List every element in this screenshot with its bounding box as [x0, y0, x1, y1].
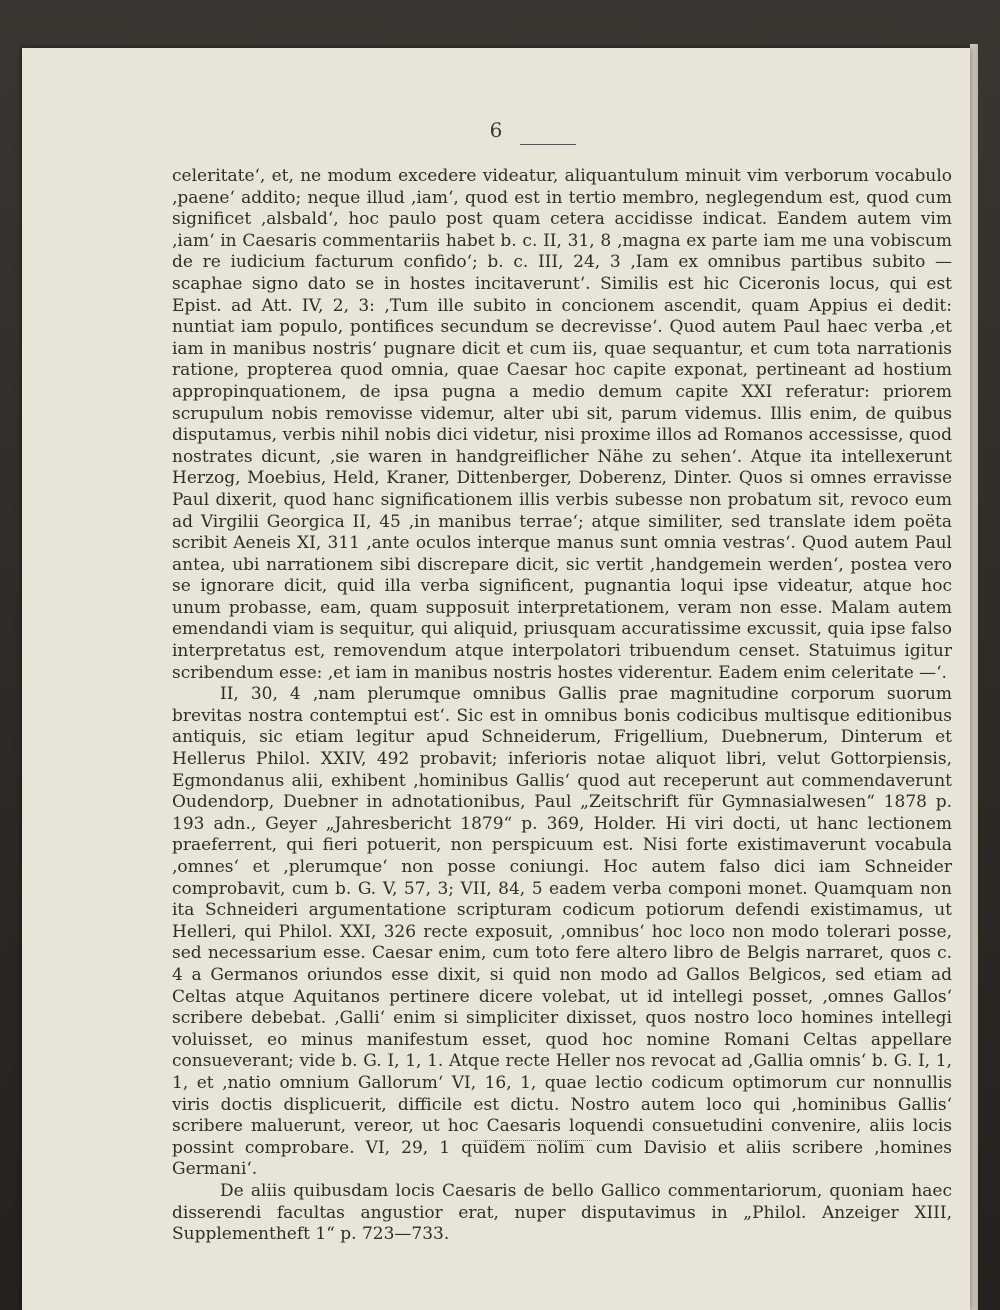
document-page: [22, 48, 970, 1310]
body-text: [172, 166, 952, 1246]
next-page-edge: [970, 44, 978, 1310]
paragraph-3: De aliis quibusdam locis Caesaris de bello Gallico commentariorum, quoniam haec disserendi facultas angustior erat, nuper disputavimus in „Philol. Anzeiger XIII, Supplementheft 1“ p. 723—733.: [172, 1180, 952, 1245]
page-number: 6: [489, 118, 503, 142]
end-ornament-rule: [474, 1140, 592, 1143]
paragraph-1: celeritate‘, et, ne modum excedere videatur, aliquantulum minuit vim verborum vocabulo ‚paene‘ addito; neque illud ‚iam‘, quod est in tertio membro, neglegendum est, quod cum significet ‚alsbald‘, hoc paulo post quam cetera accidisse indicat. Eandem autem vim ‚iam‘ in Caesaris commentariis habet b. c. II, 31, 8 ‚magna ex parte iam me una vobiscum de re iudicium facturum confido‘; b. c. III, 24, 3 ‚Iam ex omnibus partibus subito — scaphae signo dato se in hostes incitaverunt‘. Similis est hic Ciceronis locus, qui est Epist. ad Att. IV, 2, 3: ‚Tum ille subito in concionem ascendit, quam Appius ei dedit: nuntiat iam populo, pontifices secundum se decrevisse‘. Quod autem Paul haec verba ‚et iam in manibus nostris‘ pugnare dicit et cum iis, quae sequantur, et cum tota narrationis ratione, propterea quod omnia, quae Caesar hoc capite exponat, pertineant ad hostium appropinquationem, de ipsa pugna a medio demum capite XXI referatur: priorem scrupulum nobis removisse videmur, alter ubi sit, parum videmus. Illis enim, de quibus disputamus, verbis nihil nobis dici videtur, nisi proxime illos ad Romanos accessisse, quod nostrates dicunt, ‚sie waren in handgreiflicher Nähe zu sehen‘. Atque ita intellexerunt Herzog, Moebius, Held, Kraner, Dittenberger, Doberenz, Dinter. Quos si omnes erravisse Paul dixerit, quod hanc significationem illis verbis subesse non probatum sit, revoco eum ad Virgilii Georgica II, 45 ‚in manibus terrae‘; atque similiter, sed translate idem poëta scribit Aeneis XI, 311 ‚ante oculos interque manus sunt omnia vestras‘. Quod autem Paul antea, ubi narrationem sibi discrepare dicit, sic vertit ‚handgemein werden‘, postea vero se ignorare dicit, quid illa verba significent, pugnantia loqui ipse videatur, atque hoc unum probasse, eam, quam supposuit interpretationem, veram non esse. Malam autem emendandi viam is sequitur, qui aliquid, priusquam accuratissime excussit, quia ipse falso interpretatus est, removendum atque interpolatori tribuendum censet. Statuimus igitur scribendum esse: ‚et iam in manibus nostris hostes viderentur. Eadem enim celeritate —‘.: [172, 166, 952, 683]
page-number-rule: [520, 144, 576, 145]
paragraph-2: II, 30, 4 ‚nam plerumque omnibus Gallis prae magnitudine corporum suorum brevitas nostra contemptui est‘. Sic est in omnibus bonis codicibus multisque editionibus antiquis, sic etiam legitur apud Schneiderum, Frigellium, Duebnerum, Dinterum et Hellerus Philol. XXIV, 492 probavit; inferioris notae aliquot libri, velut Gottorpiensis, Egmondanus alii, exhibent ‚hominibus Gallis‘ quod aut receperunt aut commendaverunt Oudendorp, Duebner in adnotationibus, Paul „Zeitschrift für Gymnasialwesen“ 1878 p. 193 adn., Geyer „Jahresbericht 1879“ p. 369, Holder. Hi viri docti, ut hanc lectionem praeferrent, qui fieri potuerit, non perspicuum est. Nisi forte existimaverunt vocabula ‚omnes‘ et ‚plerumque‘ non posse coniungi. Hoc autem falso dici iam Schneider comprobavit, cum b. G. V, 57, 3; VII, 84, 5 eadem verba componi monet. Quamquam non ita Schneideri argumentatione scripturam codicum potiorum defendi existimamus, ut Helleri, qui Philol. XXI, 326 recte exposuit, ‚omnibus‘ hoc loco non modo tolerari posse, sed necessarium esse. Caesar enim, cum toto fere altero libro de Belgis narraret, quos c. 4 a Germanos oriundos esse dixit, si quid non modo ad Gallos Belgicos, sed etiam ad Celtas atque Aquitanos pertinere dicere volebat, ut id intellegi posset, ‚omnes Gallos‘ scribere debebat. ‚Galli‘ enim si simpliciter dixisset, quos nostro loco homines intellegi voluisset, eo minus manifestum esset, quod hoc nomine Romani Celtas appellare consueverant; vide b. G. I, 1, 1. Atque recte Heller nos revocat ad ‚Gallia omnis‘ b. G. I, 1, 1, et ‚natio omnium Gallorum‘ VI, 16, 1, quae lectio codicum optimorum cur nonnullis viris doctis displicuerit, difficile est dictu. Nostro autem loco qui ‚hominibus Gallis‘ scribere maluerunt, vereor, ut hoc Caesaris loquendi consuetudini convenire, aliis locis possint comprobare. VI, 29, 1 quidem nolim cum Davisio et aliis scribere ‚homines Germani‘.: [172, 684, 952, 1180]
